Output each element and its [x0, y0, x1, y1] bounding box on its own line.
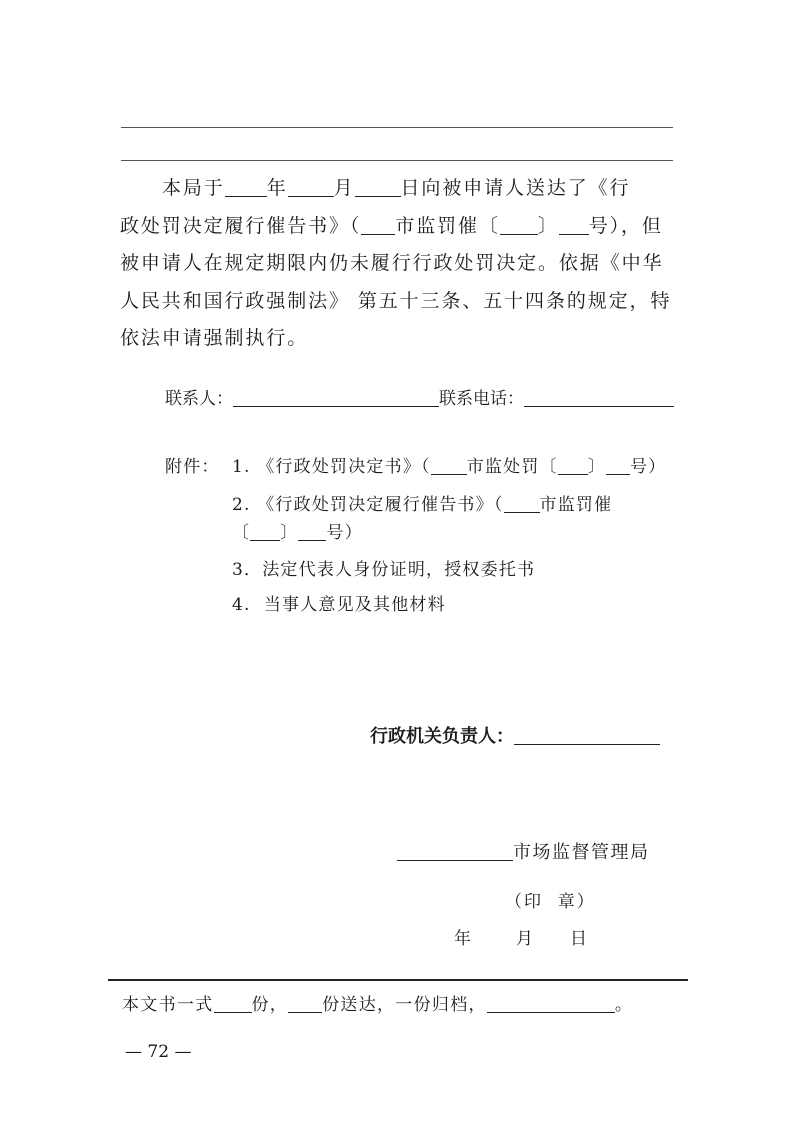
- responsible-person-label: 行政机关负责人：: [370, 726, 514, 747]
- agency-row: [397, 838, 650, 864]
- remark-blank[interactable]: [487, 995, 615, 1013]
- seal-text: （印 章）: [505, 892, 596, 912]
- attachment-item-4: 4. 当事人意见及其他材料: [232, 595, 446, 615]
- responsible-person-field[interactable]: [514, 726, 660, 745]
- year-number-blank: [500, 215, 538, 235]
- application-paragraph: [120, 170, 680, 358]
- copies-statement: 本文书一式 份， 份送达，一份归档， 。: [122, 995, 634, 1015]
- paragraph-line-4: 人民共和国行政强制法》 第五十三条、五十四条的规定，特: [120, 289, 672, 312]
- prefix-blank: [361, 215, 395, 235]
- total-copies-blank[interactable]: [214, 995, 252, 1013]
- doc-number-blank: [559, 215, 589, 235]
- top-rule-2: [121, 160, 673, 161]
- contact-row: [165, 384, 674, 409]
- month-blank: [288, 177, 334, 197]
- date-row: [454, 924, 587, 949]
- top-rule-1: [121, 127, 673, 128]
- agency-suffix: 市场监督管理局: [513, 842, 650, 863]
- paragraph-line-2: 政处罚决定履行催告书》（ 市监罚催〔 〕 号），但: [120, 214, 663, 237]
- footer-rule: [108, 979, 688, 981]
- date-month: 月: [516, 929, 533, 949]
- attachments-label: 附件：: [165, 457, 220, 477]
- day-blank: [355, 177, 401, 197]
- paragraph-line-3: 被申请人在规定期限内仍未履行行政处罚决定。依据《中华: [120, 252, 664, 274]
- page-number: — 72 —: [125, 1042, 192, 1062]
- paragraph-line-5: 依法申请强制执行。: [120, 327, 309, 349]
- contact-person-field[interactable]: [233, 389, 439, 407]
- agency-name-field[interactable]: [397, 842, 513, 861]
- attachment-item-2-cont: 〔 〕 号）: [232, 523, 363, 543]
- served-copies-blank[interactable]: [288, 995, 322, 1013]
- date-year: 年: [454, 929, 471, 949]
- attachment-item-3: 3．法定代表人身份证明，授权委托书: [232, 560, 536, 580]
- year-blank: [225, 177, 267, 197]
- contact-person-label: 联系人：: [165, 389, 233, 409]
- attachment-item-2: 2. 《行政处罚决定履行催告书》（ 市监罚催: [232, 495, 613, 515]
- attachment-item-1: 1. 《行政处罚决定书》（ 市监处罚〔 〕 号）: [232, 457, 667, 477]
- contact-phone-field[interactable]: [524, 389, 674, 407]
- date-day: 日: [570, 929, 587, 949]
- paragraph-line-1: 本局于 年 月 日向被申请人送达了《行: [162, 177, 631, 199]
- responsible-person-row: [370, 722, 660, 748]
- contact-phone-label: 联系电话：: [439, 389, 524, 409]
